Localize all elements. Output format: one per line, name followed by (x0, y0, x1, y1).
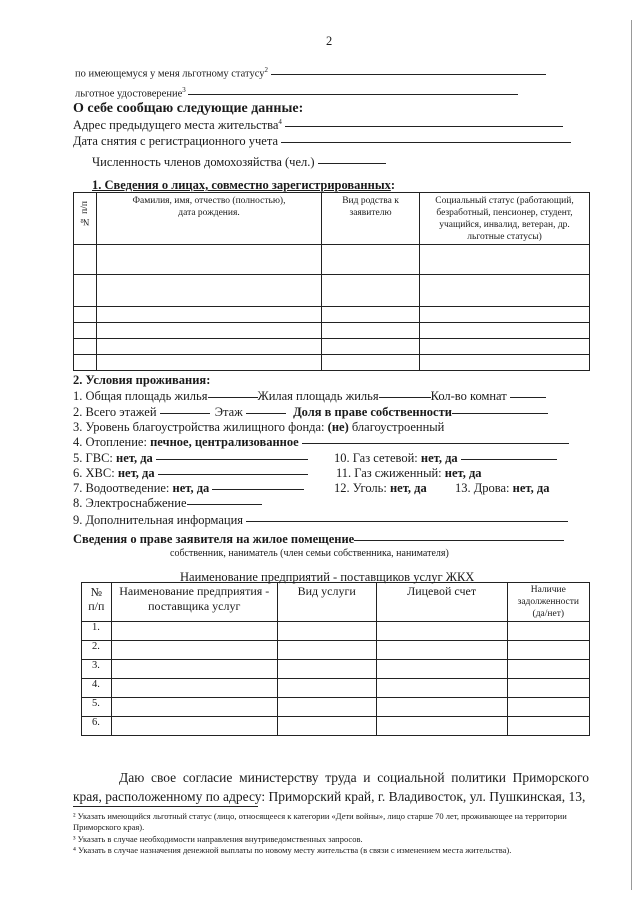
dereg-date-label: Дата снятия с регистрационного учета (73, 134, 278, 148)
col-service-label: Вид услуги (297, 584, 356, 598)
table-row (82, 622, 590, 641)
gas-network-options[interactable]: нет, да (420, 451, 458, 465)
col-account-label: Лицевой счет (407, 584, 477, 598)
drainage-options[interactable]: нет, да (172, 481, 210, 495)
privilege-status-label: по имеющемуся у меня льготному статусу (75, 68, 265, 80)
col-relation-header (322, 193, 420, 245)
table-row (82, 679, 590, 698)
col-account-header (376, 583, 507, 622)
table-row (74, 245, 590, 275)
rooms-field[interactable] (510, 397, 546, 398)
col-num-label: № п/п (88, 585, 105, 613)
privilege-status-row (75, 66, 546, 80)
gas-liquid-options[interactable]: нет, да (444, 466, 482, 480)
improvement-suffix: благоустроенный (348, 420, 445, 434)
floors-field[interactable] (160, 413, 210, 414)
cold-water-row (73, 466, 308, 481)
heating-label: 4. Отопление: (73, 435, 151, 449)
extra-info-label: 9. Дополнительная информация (73, 513, 244, 527)
household-row (92, 155, 386, 170)
floor-field[interactable] (246, 413, 286, 414)
gas-liquid-row (336, 466, 482, 481)
hot-water-options[interactable]: нет, да (116, 451, 153, 465)
col-service-header (277, 583, 376, 622)
table-row (74, 307, 590, 323)
row-number: 4. (82, 679, 112, 698)
col-name-header (97, 193, 322, 245)
drainage-label: 7. Водоотведение: (73, 481, 173, 495)
table-row (82, 641, 590, 660)
floors-row (73, 405, 548, 420)
dereg-date-row (73, 134, 571, 149)
rights-subtitle: собственник, наниматель (член семьи собственника, нанимателя) (170, 548, 449, 559)
ownership-label: Доля в праве собственности (293, 405, 452, 419)
gas-network-label: 10. Газ сетевой: (334, 451, 421, 465)
gas-network-row (334, 451, 557, 466)
gas-liquid-label: 11. Газ сжиженный: (336, 466, 445, 480)
improvement-label: 3. Уровень благоустройства жилищного фонда: (73, 420, 328, 434)
section1-title-text: 1. Сведения о лицах, совместно зарегистрированных (92, 178, 391, 192)
heating-field[interactable] (302, 443, 569, 444)
table-row (82, 698, 590, 717)
electricity-label: 8. Электроснабжение (73, 496, 187, 510)
improvement-row (73, 420, 444, 435)
living-area-field[interactable] (379, 397, 431, 398)
table-row (74, 323, 590, 339)
cold-water-options[interactable]: нет, да (117, 466, 155, 480)
footnote-ref: 3 (182, 86, 186, 94)
electricity-row (73, 496, 262, 511)
table-row (82, 717, 590, 736)
area-row (73, 389, 546, 404)
section3-title: Наименование предприятий - поставщиков услуг ЖКХ (180, 570, 475, 584)
improvement-option[interactable]: (не) (327, 420, 349, 434)
cold-water-field[interactable] (158, 474, 308, 475)
household-label: Численность членов домохозяйства (чел.) (92, 155, 315, 169)
hot-water-label: 5. ГВС: (73, 451, 116, 465)
rights-row (73, 532, 564, 547)
household-field[interactable] (318, 163, 386, 164)
table-row (74, 355, 590, 371)
footnote-ref: 2 (264, 66, 268, 74)
col-num-label: № п/п (80, 201, 90, 227)
table-row (74, 339, 590, 355)
drainage-row (73, 481, 304, 496)
rights-title: Сведения о праве заявителя на жилое помещение (73, 532, 355, 546)
cold-water-label: 6. ХВС: (73, 466, 118, 480)
col-debt-label: Наличие задолженности (да/нет) (517, 585, 580, 619)
col-name-label: Фамилия, имя, отчество (полностью), дата рождения. (132, 196, 286, 218)
heating-options[interactable]: печное, централизованное (150, 435, 299, 449)
consent-paragraph: Даю свое согласие министерству труда и социальной политики Приморского края, расположенному по адресу: Приморский край, г. Владивосток, ул. Пушкинская, 13, (73, 770, 589, 804)
floors-label: 2. Всего этажей (73, 405, 157, 419)
living-area-label: Жилая площадь жилья (257, 389, 379, 403)
drainage-field[interactable] (212, 489, 304, 490)
privilege-cert-field[interactable] (188, 94, 518, 95)
heating-row (73, 435, 569, 450)
privilege-cert-row (75, 86, 518, 100)
table-row (74, 275, 590, 307)
table-row (82, 660, 590, 679)
page-number: 2 (326, 34, 333, 48)
col-num-header (82, 583, 112, 622)
col-num-header (74, 193, 97, 245)
utility-providers-table (81, 582, 590, 736)
wood-options[interactable]: нет, да (512, 481, 550, 495)
rooms-label: Кол-во комнат (430, 389, 507, 403)
section1-title (92, 178, 395, 193)
total-area-field[interactable] (208, 397, 258, 398)
footnote-separator (73, 806, 258, 807)
electricity-field[interactable] (187, 504, 262, 505)
prev-address-field[interactable] (285, 126, 563, 127)
col-name-label: Наименование предприятия - поставщика услуг (119, 584, 270, 613)
extra-info-field[interactable] (246, 521, 568, 522)
hot-water-field[interactable] (156, 459, 308, 460)
wood-label: 13. Дрова: (455, 481, 513, 495)
row-number: 2. (82, 641, 112, 660)
col-name-header (111, 583, 277, 622)
scan-margin-line (631, 20, 632, 890)
floor-label: Этаж (214, 405, 243, 419)
col-relation-label: Вид родства к заявителю (342, 196, 399, 218)
col-status-label: Социальный статус (работающий, безработный, пенсионер, студент, учащийся, инвалид, ветеран, др. льготные статусы) (435, 196, 574, 242)
footnote-2: ² Указать имеющийся льготный статус (лицо, относящееся к категории «Дети войны», лицо старше 70 лет, проживающее на территории Приморского края). (73, 811, 567, 832)
coal-options[interactable]: нет, да (389, 481, 427, 495)
row-number: 3. (82, 660, 112, 679)
section1-title-colon: : (390, 178, 395, 192)
coal-label: 12. Уголь: (334, 481, 390, 495)
co-registered-table (73, 192, 590, 371)
footnote-3: ³ Указать в случае необходимости направления внутриведомственных запросов. (73, 834, 363, 844)
rights-field[interactable] (354, 540, 564, 541)
section2-title: 2. Условия проживания: (73, 373, 211, 387)
col-status-header (420, 193, 590, 245)
row-number: 1. (82, 622, 112, 641)
total-area-label: 1. Общая площадь жилья (73, 389, 208, 403)
row-number: 5. (82, 698, 112, 717)
dereg-date-field[interactable] (281, 142, 571, 143)
privilege-status-field[interactable] (271, 74, 546, 75)
ownership-field[interactable] (452, 413, 548, 414)
col-debt-header (507, 583, 589, 622)
wood-row (455, 481, 549, 496)
about-title: О себе сообщаю следующие данные: (73, 101, 304, 116)
coal-row (334, 481, 427, 496)
row-number: 6. (82, 717, 112, 736)
extra-info-row (73, 513, 568, 528)
hot-water-row (73, 451, 308, 466)
privilege-cert-label: льготное удостоверение (75, 88, 183, 100)
footnote-ref: 4 (278, 118, 282, 126)
gas-network-field[interactable] (461, 459, 557, 460)
footnote-4: ⁴ Указать в случае назначения денежной выплаты по новому месту жительства (в связи с изменением места жительства). (73, 845, 512, 855)
prev-address-label: Адрес предыдущего места жительства (73, 118, 279, 133)
prev-address-row (73, 118, 563, 133)
